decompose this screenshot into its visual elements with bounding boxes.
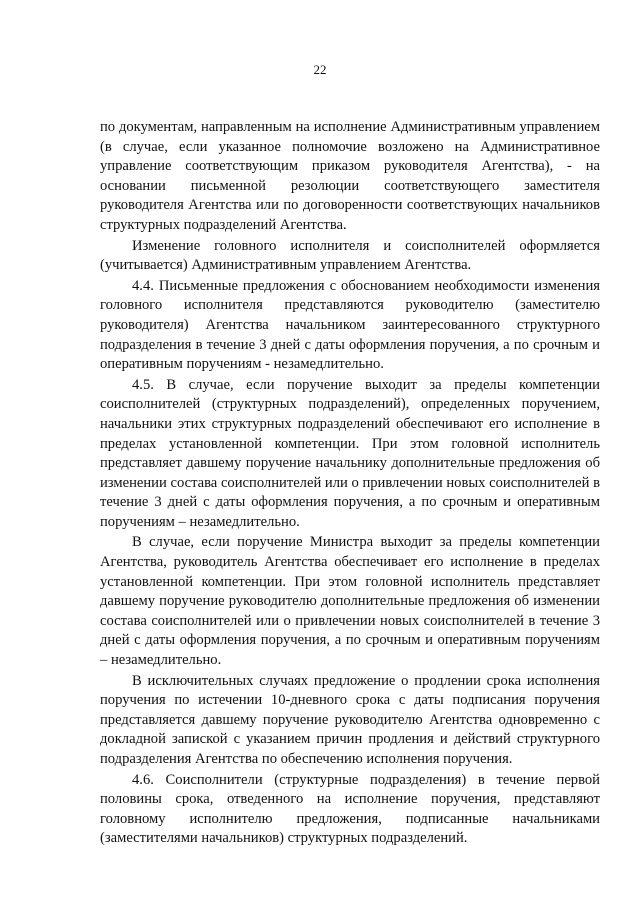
- document-body: [100, 118, 600, 849]
- page-number: 22: [313, 62, 327, 77]
- paragraph-4-5: 4.5. В случае, если поручение выходит за пределы компетенции соисполнителей (структурных подразделений), определенных поручением, начальники этих структурных подразделений обеспечивают его исполнение в пределах установленной компетенции. При этом головной исполнитель представляет давшему поручение начальнику дополнительные предложения об изменении состава соисполнителей или о привлечении новых соисполнителей в течение 3 дней с даты оформления поручения, а по срочным и оперативным поручениям – незамедлительно.: [100, 376, 600, 530]
- paragraph-continuation: по документам, направленным на исполнение Административным управлением (в случае, если указанное полномочие возложено на Административное управление соответствующим приказом руководителя Агентства), - на основании письменной резолюции соответствующего заместителя руководителя Агентства или по договоренности соответствующих начальников структурных подразделений Агентства.: [100, 119, 600, 233]
- paragraph-change-executor: Изменение головного исполнителя и соисполнителей оформляется (учитывается) Административным управлением Агентства.: [100, 237, 600, 274]
- paragraph-extension: В исключительных случаях предложение о продлении срока исполнения поручения по истечении 10-дневного срока с даты подписания поручения представляется давшему поручение руководителю Агентства одновременно с докладной запиской с указанием причин продления и действий структурного подразделения Агентства по обеспечению исполнения поручения.: [100, 672, 600, 767]
- paragraph-4-4: 4.4. Письменные предложения с обоснованием необходимости изменения головного исполнителя представляются руководителю (заместителю руководителя) Агентства начальником заинтересованного структурного подразделения в течение 3 дней с даты оформления поручения, а по срочным и оперативным поручениям - незамедлительно.: [100, 277, 600, 373]
- paragraph-minister-order: В случае, если поручение Министра выходит за пределы компетенции Агентства, руководитель Агентства обеспечивает его исполнение в пределах установленной компетенции. При этом головной исполнитель представляет давшему поручение руководителю дополнительные предложения об изменении состава соисполнителей или о привлечении новых соисполнителей в течение 3 дней с даты оформления поручения, а по срочным и оперативным поручениям – незамедлительно.: [100, 534, 600, 669]
- paragraph-4-6: 4.6. Соисполнители (структурные подразделения) в течение первой половины срока, отведенного на исполнение поручения, представляют головному исполнителю предложения, подписанные начальниками (заместителями начальников) структурных подразделений.: [100, 771, 600, 847]
